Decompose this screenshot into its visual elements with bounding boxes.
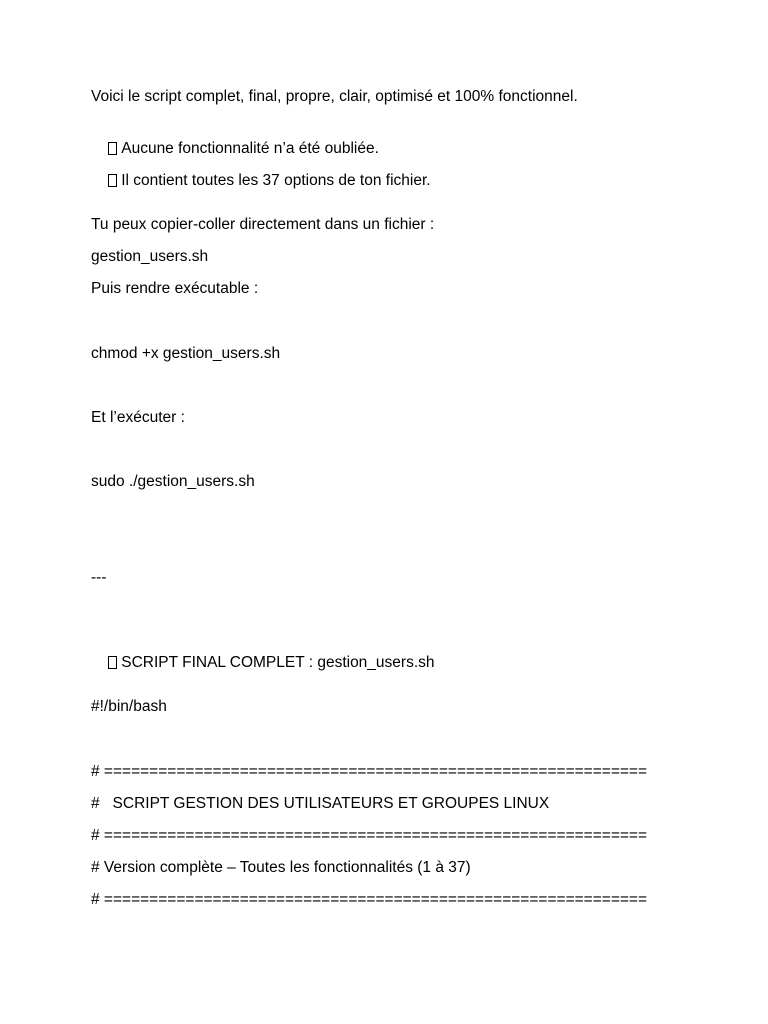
separator: --- bbox=[91, 569, 107, 586]
script-rule-3: # ============================================================ bbox=[91, 891, 648, 908]
script-version-comment: # Version complète – Toutes les fonctionnalités (1 à 37) bbox=[91, 859, 471, 876]
chmod-command: chmod +x gestion_users.sh bbox=[91, 345, 281, 362]
script-rule-1: # ============================================================ bbox=[91, 763, 648, 780]
copy-instruction: Tu peux copier-coller directement dans un fichier : bbox=[91, 216, 435, 233]
intro-line-2-text: Aucune fonctionnalité n’a été oubliée. bbox=[121, 140, 379, 157]
script-heading bbox=[91, 633, 435, 671]
intro-line-1: Voici le script complet, final, propre, clair, optimisé et 100% fonctionnel. bbox=[91, 88, 578, 105]
filename: gestion_users.sh bbox=[91, 248, 209, 265]
intro-line-3 bbox=[91, 151, 431, 189]
intro-line-2 bbox=[91, 119, 379, 157]
run-instruction: Et l’exécuter : bbox=[91, 409, 185, 426]
missing-glyph-icon bbox=[108, 174, 117, 187]
script-title-comment: # SCRIPT GESTION DES UTILISATEURS ET GROUPES LINUX bbox=[91, 795, 550, 812]
script-rule-2: # ============================================================ bbox=[91, 827, 648, 844]
run-command: sudo ./gestion_users.sh bbox=[91, 473, 255, 490]
script-shebang: #!/bin/bash bbox=[91, 698, 167, 715]
make-executable-instruction: Puis rendre exécutable : bbox=[91, 280, 259, 297]
missing-glyph-icon bbox=[108, 656, 117, 669]
script-heading-text: SCRIPT FINAL COMPLET : gestion_users.sh bbox=[121, 654, 435, 671]
intro-line-3-text: Il contient toutes les 37 options de ton fichier. bbox=[121, 172, 431, 189]
